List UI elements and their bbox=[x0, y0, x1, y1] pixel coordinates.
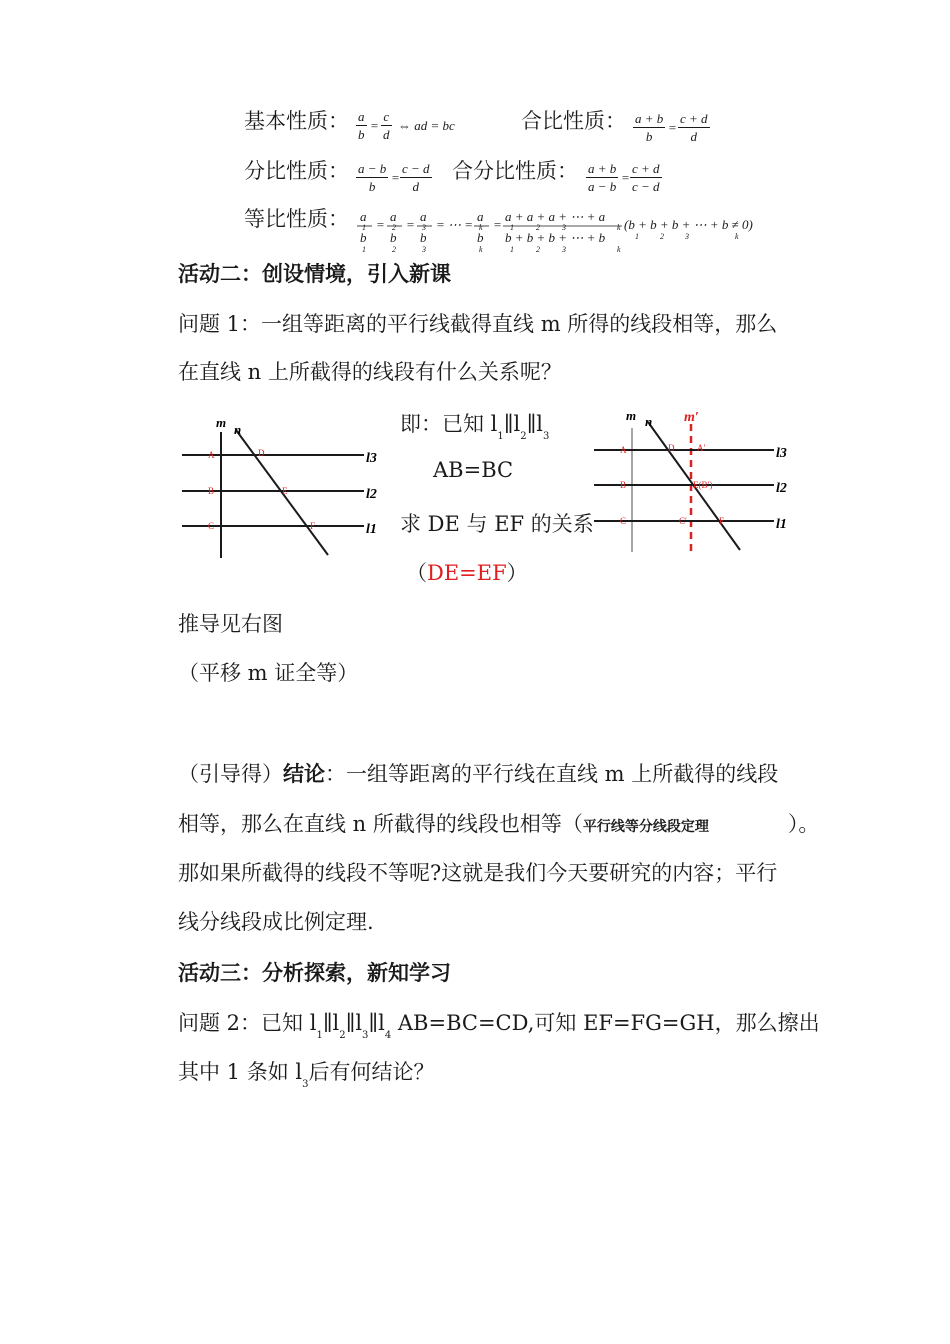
svg-text:k: k bbox=[479, 223, 483, 232]
svg-text:b: b bbox=[360, 230, 367, 245]
l-letter: l bbox=[536, 412, 543, 436]
svg-text:3: 3 bbox=[422, 223, 426, 232]
point-A: A bbox=[620, 445, 627, 455]
subscript-2: 2 bbox=[339, 1030, 346, 1041]
svg-text:2: 2 bbox=[392, 223, 396, 232]
paren-close: ） bbox=[506, 561, 528, 585]
label-l3: l3 bbox=[366, 451, 377, 466]
label-n: n bbox=[645, 414, 653, 429]
l-letter: l bbox=[332, 1011, 340, 1035]
svg-text:1: 1 bbox=[362, 223, 366, 232]
point-E: E bbox=[282, 486, 288, 496]
given-line2: AB=BC bbox=[433, 458, 514, 482]
subscript-1: 1 bbox=[316, 1030, 323, 1041]
diff-fraction-1: $\frac{a - b}{b}$ bbox=[358, 161, 387, 194]
theorem-name: 平行线等分线段定理 bbox=[582, 819, 709, 835]
conclusion-line3: 那如果所截得的线段不等呢?这就是我们今天要研究的内容；平行 bbox=[178, 861, 778, 885]
svg-text:a: a bbox=[420, 209, 427, 224]
diff-fraction-2: $\frac{c - d}{d}$ bbox=[402, 161, 430, 194]
svg-text:b: b bbox=[390, 230, 397, 245]
svg-text:a + a + a + ⋯ + a: a + a + a + ⋯ + a bbox=[505, 209, 606, 224]
svg-text:1: 1 bbox=[362, 245, 366, 254]
parallel-symbol: ∥ bbox=[368, 1011, 379, 1035]
svg-text:3: 3 bbox=[562, 245, 566, 254]
q2-line2-start: 其中 1 条如 l bbox=[178, 1060, 303, 1084]
subscript-4: 4 bbox=[384, 1030, 392, 1041]
svg-text:k: k bbox=[735, 232, 739, 241]
equal-ratio-formula bbox=[352, 204, 782, 254]
svg-text:k: k bbox=[479, 245, 483, 254]
svg-text:k: k bbox=[617, 245, 621, 254]
svg-text:3: 3 bbox=[685, 232, 689, 241]
parallel-symbol: ∥ bbox=[322, 1011, 333, 1035]
svg-text:k: k bbox=[617, 223, 621, 232]
q2-start: 问题 2：已知 l bbox=[178, 1011, 317, 1035]
parallel-symbol: ∥ bbox=[345, 1011, 356, 1035]
conclusion-line2-end: ）。 bbox=[787, 812, 820, 836]
basic-rhs: ⇔ ad = bc bbox=[398, 118, 455, 133]
label-l2: l2 bbox=[366, 487, 377, 502]
given-line1 bbox=[400, 408, 549, 442]
point-F: F bbox=[719, 516, 725, 526]
svg-text:1: 1 bbox=[510, 223, 514, 232]
subscript-2: 2 bbox=[520, 431, 527, 442]
svg-text:= ⋯ =: = ⋯ = bbox=[436, 217, 474, 232]
paren-open: （ bbox=[406, 561, 427, 585]
subscript-1: 1 bbox=[497, 431, 504, 442]
equals-sign: = bbox=[668, 120, 677, 135]
label-m: m bbox=[216, 415, 227, 430]
question2-line2 bbox=[178, 1056, 434, 1090]
question1-line2: 在直线 n 上所截得的线段有什么关系呢？ bbox=[178, 360, 562, 384]
svg-text:2: 2 bbox=[536, 223, 540, 232]
point-A-prime: A′ bbox=[697, 443, 706, 453]
svg-text:2: 2 bbox=[392, 245, 396, 254]
equals-sign: = bbox=[370, 118, 379, 133]
svg-text:b: b bbox=[477, 230, 484, 245]
label-l1: l1 bbox=[366, 522, 377, 537]
label-l2: l2 bbox=[776, 481, 787, 496]
conclusion-line1-rest: ：一组等距离的平行线在直线 m 上所截得的线段 bbox=[325, 762, 779, 786]
parallel-symbol: ∥ bbox=[503, 412, 514, 436]
q2-mid: AB=BC=CD,可知 EF=FG=GH，那么擦出 bbox=[391, 1011, 820, 1035]
basic-fraction-ab: $\frac{a}{b}$ bbox=[358, 109, 365, 142]
svg-text:=: = bbox=[493, 217, 502, 232]
sum-property-label: 合比性质： bbox=[521, 109, 626, 133]
svg-text:1: 1 bbox=[510, 245, 514, 254]
sumdiff-property-label: 合分比性质： bbox=[452, 159, 578, 183]
point-C: C bbox=[620, 516, 627, 526]
given-prefix: 即：已知 l bbox=[400, 412, 498, 436]
given-line3: 求 DE 与 EF 的关系 bbox=[400, 512, 594, 536]
equal-ratio-label: 等比性质： bbox=[244, 207, 349, 231]
l-letter: l bbox=[513, 412, 521, 436]
conclusion-line4: 线分线段成比例定理. bbox=[178, 910, 374, 934]
answer-line bbox=[406, 557, 528, 587]
activity3-heading: 活动三：分析探索，新知学习 bbox=[178, 961, 451, 985]
point-D: D bbox=[668, 443, 675, 453]
label-n: n bbox=[234, 422, 242, 437]
point-C: C bbox=[208, 521, 215, 531]
label-m-prime: m′ bbox=[684, 410, 699, 425]
svg-text:=: = bbox=[376, 217, 385, 232]
point-B: B bbox=[620, 480, 627, 490]
method-note: （平移 m 证全等） bbox=[178, 661, 359, 685]
conclusion-line2 bbox=[178, 808, 819, 838]
equals-sign: = bbox=[391, 170, 400, 185]
diff-property-label: 分比性质： bbox=[244, 159, 349, 183]
parallel-symbol: ∥ bbox=[526, 412, 537, 436]
subscript-3: 3 bbox=[543, 431, 550, 442]
q2-line2-end: 后有何结论？ bbox=[308, 1060, 435, 1084]
svg-text:3: 3 bbox=[422, 245, 426, 254]
l-letter: l bbox=[378, 1011, 385, 1035]
point-E-B-prime: E(B′) bbox=[693, 480, 713, 490]
point-D: D bbox=[258, 448, 265, 458]
activity2-heading: 活动二：创设情境，引入新课 bbox=[178, 262, 451, 286]
svg-text:b + b + b + ⋯ + b: b + b + b + ⋯ + b bbox=[505, 230, 606, 245]
equals-sign: = bbox=[621, 170, 630, 185]
conclusion-line2-start: 相等，那么在直线 n 所截得的线段也相等（ bbox=[178, 812, 583, 836]
svg-text:1: 1 bbox=[635, 232, 639, 241]
svg-text:(b + b + b + ⋯ + b ≠ 0): (b + b + b + ⋯ + b ≠ 0) bbox=[624, 217, 753, 232]
sum-fraction-2: $\frac{c + d}{d}$ bbox=[680, 111, 708, 144]
l-letter: l bbox=[355, 1011, 363, 1035]
sumdiff-fraction-2: $\frac{c + d}{c - d}$ bbox=[632, 161, 660, 194]
point-A: A bbox=[208, 450, 215, 460]
svg-text:a: a bbox=[477, 209, 484, 224]
label-m: m bbox=[626, 408, 637, 423]
conclusion-line1 bbox=[178, 758, 778, 788]
basic-fraction-cd: $\frac{c}{d}$ bbox=[383, 109, 390, 142]
figure-right-translation bbox=[588, 404, 798, 564]
svg-text:b: b bbox=[420, 230, 427, 245]
conclusion-label: 结论 bbox=[283, 762, 325, 786]
subscript-3: 3 bbox=[362, 1030, 369, 1041]
svg-text:a: a bbox=[360, 209, 367, 224]
svg-text:a: a bbox=[390, 209, 397, 224]
question1-line1: 问题 1：一组等距离的平行线截得直线 m 所得的线段相等，那么 bbox=[178, 312, 778, 336]
point-F: F bbox=[310, 521, 316, 531]
svg-text:3: 3 bbox=[562, 223, 566, 232]
sumdiff-fraction-1: $\frac{a + b}{a - b}$ bbox=[588, 161, 617, 194]
basic-property-label: 基本性质： bbox=[244, 109, 349, 133]
subscript-3: 3 bbox=[302, 1079, 309, 1090]
label-l3: l3 bbox=[776, 446, 787, 461]
svg-text:2: 2 bbox=[536, 245, 540, 254]
figure-left-parallel-lines bbox=[178, 412, 388, 572]
question2-line1 bbox=[178, 1007, 820, 1041]
sum-fraction-1: $\frac{a + b}{b}$ bbox=[635, 111, 664, 144]
svg-text:=: = bbox=[406, 217, 415, 232]
conclusion-prefix: （引导得） bbox=[178, 762, 283, 786]
answer-text: DE=EF bbox=[427, 561, 507, 585]
derive-note: 推导见右图 bbox=[178, 612, 283, 636]
label-l1: l1 bbox=[776, 517, 787, 532]
svg-text:2: 2 bbox=[660, 232, 664, 241]
point-B: B bbox=[208, 486, 215, 496]
point-C-prime: C′ bbox=[679, 516, 687, 526]
